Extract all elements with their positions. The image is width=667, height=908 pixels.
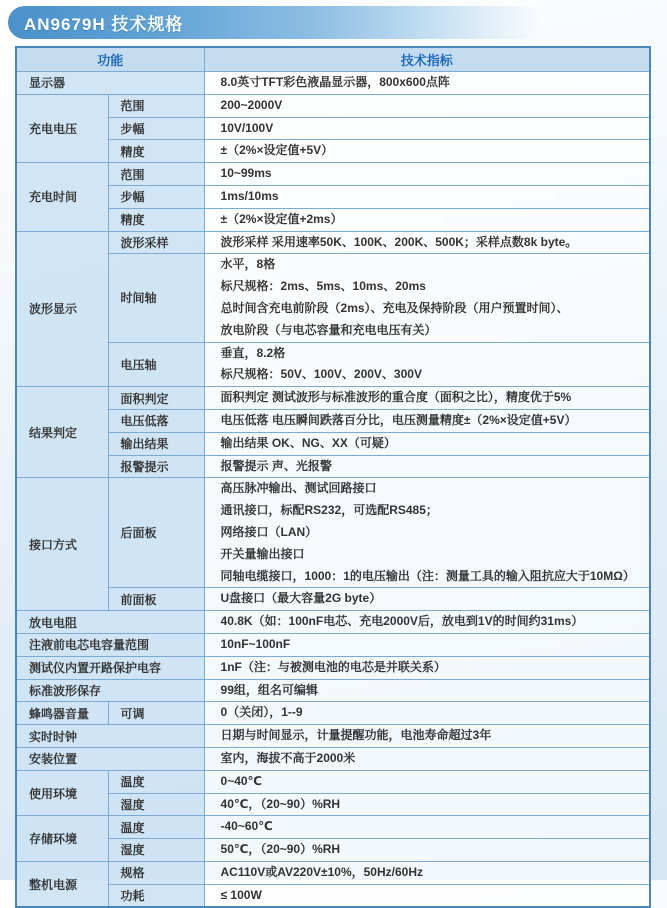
table-row — [16, 432, 650, 455]
column-header-function: 功能 — [16, 47, 204, 72]
spec-subcategory-cell: 规格 — [108, 861, 204, 884]
table-row — [16, 254, 650, 342]
table-header-row — [16, 47, 650, 72]
spec-value-line: 10~99ms — [220, 166, 272, 181]
spec-value-line: 电压低落 电压瞬间跌落百分比，电压测量精度±（2%×设定值+5V） — [220, 412, 577, 427]
table-row — [16, 231, 650, 254]
spec-value-cell — [204, 342, 650, 387]
spec-value-line: 放电阶段（与电芯容量和充电电压有关） — [220, 322, 437, 337]
spec-value-line: 日期与时间显示，计量提醒功能，电池寿命超过3年 — [220, 728, 492, 743]
spec-subcategory-cell: 精度 — [108, 208, 204, 231]
spec-value-line: 面积判定 测试波形与标准波形的重合度（面积之比），精度优于5% — [220, 390, 572, 405]
table-row — [16, 816, 650, 839]
spec-subcategory-cell: 范围 — [108, 163, 204, 186]
spec-category-cell: 实时时钟 — [16, 725, 204, 748]
spec-category-cell: 充电时间 — [16, 163, 108, 231]
spec-value-line: 开关量输出接口 — [220, 546, 305, 561]
table-row — [16, 72, 650, 95]
table-row — [16, 163, 650, 186]
spec-subcategory-cell: 温度 — [108, 770, 204, 793]
spec-value-line: 40.8K（如：100nF电芯、充电2000V后，放电到1V的时间约31ms） — [220, 614, 584, 629]
spec-value-line: 0~40℃ — [220, 773, 263, 788]
table-row — [16, 117, 650, 140]
spec-value-line: 10V/100V — [220, 120, 274, 135]
spec-category-cell: 存储环境 — [16, 816, 108, 862]
table-row — [16, 387, 650, 410]
spec-category-cell: 安装位置 — [16, 747, 204, 770]
table-row — [16, 94, 650, 117]
spec-value-cell — [204, 254, 650, 342]
spec-category-cell: 接口方式 — [16, 478, 108, 611]
spec-subcategory-cell: 范围 — [108, 94, 204, 117]
spec-value-cell — [204, 163, 650, 186]
spec-value-cell — [204, 793, 650, 816]
table-row — [16, 588, 650, 611]
spec-value-cell — [204, 478, 650, 588]
spec-value-cell — [204, 861, 650, 884]
spec-value-line: 垂直，8.2格 — [220, 345, 286, 360]
table-row — [16, 342, 650, 387]
spec-value-cell — [204, 656, 650, 679]
spec-value-cell — [204, 94, 650, 117]
table-row — [16, 793, 650, 816]
spec-value-cell — [204, 884, 650, 907]
table-row — [16, 409, 650, 432]
spec-value-cell — [204, 72, 650, 95]
spec-subcategory-cell: 功耗 — [108, 884, 204, 907]
table-row — [16, 140, 650, 163]
spec-subcategory-cell: 湿度 — [108, 839, 204, 862]
spec-value-line: 通讯接口，标配RS232，可选配RS485； — [220, 503, 438, 518]
spec-value-line: 8.0英寸TFT彩色液晶显示器，800x600点阵 — [220, 75, 450, 89]
spec-value-line: 10nF~100nF — [220, 636, 291, 651]
spec-category-cell: 标准波形保存 — [16, 679, 204, 702]
spec-subcategory-cell: 时间轴 — [108, 254, 204, 342]
table-row — [16, 747, 650, 770]
spec-category-cell: 充电电压 — [16, 94, 108, 162]
spec-value-cell — [204, 839, 650, 862]
spec-value-line: ≤ 100W — [220, 887, 262, 902]
table-row — [16, 208, 650, 231]
spec-subcategory-cell: 步幅 — [108, 185, 204, 208]
table-row — [16, 839, 650, 862]
spec-category-cell: 注液前电芯电容量范围 — [16, 633, 204, 656]
spec-value-cell — [204, 633, 650, 656]
spec-subcategory-cell: 步幅 — [108, 117, 204, 140]
spec-value-cell — [204, 588, 650, 611]
table-row — [16, 185, 650, 208]
spec-value-line: 水平，8格 — [220, 257, 276, 272]
spec-subcategory-cell: 温度 — [108, 816, 204, 839]
spec-value-line: 输出结果 OK、NG、XX（可疑） — [220, 435, 396, 450]
spec-subcategory-cell: 后面板 — [108, 478, 204, 588]
spec-value-line: 网络接口（LAN） — [220, 524, 318, 539]
spec-value-line: ±（2%×设定值+5V） — [220, 143, 334, 158]
spec-value-cell — [204, 611, 650, 634]
spec-value-line: AC110V或AV220V±10%，50Hz/60Hz — [220, 864, 423, 879]
spec-value-line: 报警提示 声、光报警 — [220, 458, 332, 473]
table-row — [16, 633, 650, 656]
spec-category-cell: 波形显示 — [16, 231, 108, 387]
spec-category-cell: 使用环境 — [16, 770, 108, 816]
page-title: AN9679H 技术规格 — [24, 15, 184, 34]
spec-subcategory-cell: 前面板 — [108, 588, 204, 611]
spec-category-cell: 蜂鸣器音量 — [16, 702, 108, 725]
spec-value-line: 同轴电缆接口，1000：1的电压输出（注：测量工具的输入阻抗应大于10MΩ） — [220, 568, 635, 583]
spec-value-cell — [204, 432, 650, 455]
table-row — [16, 770, 650, 793]
spec-category-cell: 测试仪内置开路保护电容 — [16, 656, 204, 679]
spec-value-cell — [204, 140, 650, 163]
spec-value-line: 200~2000V — [220, 97, 283, 112]
spec-value-cell — [204, 770, 650, 793]
spec-value-cell — [204, 816, 650, 839]
spec-value-line: 室内，海拔不高于2000米 — [220, 750, 356, 765]
spec-category-cell: 放电电阻 — [16, 611, 204, 634]
spec-value-cell — [204, 679, 650, 702]
spec-value-line: 1ms/10ms — [220, 188, 279, 203]
spec-subcategory-cell: 波形采样 — [108, 231, 204, 254]
spec-subcategory-cell: 可调 — [108, 702, 204, 725]
spec-subcategory-cell: 湿度 — [108, 793, 204, 816]
page-title-banner — [8, 6, 656, 39]
spec-value-line: 标尺规格：50V、100V、200V、300V — [220, 367, 422, 382]
spec-value-line: 99组，组名可编辑 — [220, 682, 318, 697]
spec-table — [15, 46, 651, 908]
spec-value-line: U盘接口（最大容量2G byte） — [220, 591, 382, 606]
spec-subcategory-cell: 输出结果 — [108, 432, 204, 455]
spec-subcategory-cell: 精度 — [108, 140, 204, 163]
spec-value-cell — [204, 185, 650, 208]
spec-value-line: 总时间含充电前阶段（2ms）、充电及保持阶段（用户预置时间）、 — [220, 300, 569, 315]
spec-value-cell — [204, 725, 650, 748]
spec-value-cell — [204, 117, 650, 140]
spec-subcategory-cell: 电压低落 — [108, 409, 204, 432]
spec-subcategory-cell: 报警提示 — [108, 455, 204, 478]
spec-value-line: -40~60℃ — [220, 819, 273, 834]
spec-value-cell — [204, 208, 650, 231]
table-row — [16, 702, 650, 725]
table-row — [16, 884, 650, 907]
spec-category-cell: 结果判定 — [16, 387, 108, 478]
spec-value-line: 1nF（注：与被测电池的电芯是并联关系） — [220, 659, 446, 674]
spec-value-line: 50℃，（20~90）%RH — [220, 842, 341, 857]
spec-value-line: 40℃，（20~90）%RH — [220, 796, 341, 811]
spec-subcategory-cell: 面积判定 — [108, 387, 204, 410]
spec-value-line: 波形采样 采用速率50K、100K、200K、500K；采样点数8k byte。 — [220, 234, 578, 249]
table-row — [16, 679, 650, 702]
spec-value-cell — [204, 231, 650, 254]
spec-value-cell — [204, 387, 650, 410]
spec-category-cell: 整机电源 — [16, 861, 108, 907]
spec-value-cell — [204, 409, 650, 432]
table-row — [16, 861, 650, 884]
spec-category-cell: 显示器 — [16, 72, 204, 95]
table-row — [16, 455, 650, 478]
spec-value-line: ±（2%×设定值+2ms） — [220, 211, 343, 226]
table-row — [16, 725, 650, 748]
spec-value-cell — [204, 455, 650, 478]
table-row — [16, 611, 650, 634]
spec-value-cell — [204, 702, 650, 725]
spec-value-cell — [204, 747, 650, 770]
spec-value-line: 0（关闭），1--9 — [220, 705, 303, 720]
spec-value-line: 高压脉冲输出、测试回路接口 — [220, 481, 377, 496]
table-row — [16, 656, 650, 679]
column-header-spec: 技术指标 — [204, 47, 650, 72]
table-row — [16, 478, 650, 588]
spec-subcategory-cell: 电压轴 — [108, 342, 204, 387]
spec-value-line: 标尺规格：2ms、5ms、10ms、20ms — [220, 279, 426, 294]
